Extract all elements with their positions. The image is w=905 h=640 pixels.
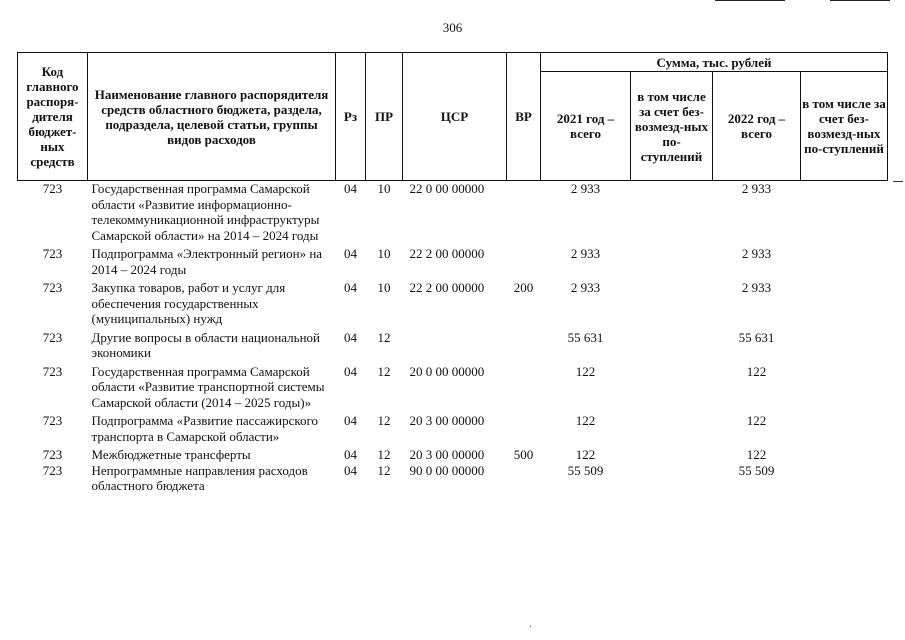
cell-pr: 10 [377, 280, 391, 295]
cell-y2022-total: 122 [746, 363, 767, 379]
cell-csr: 20 3 00 00000 [409, 413, 485, 428]
top-rule-left [715, 0, 785, 1]
cell-y2021-free [631, 330, 713, 364]
cell-y2022-total: 122 [746, 413, 767, 428]
cell-y2021-total: 122 [575, 363, 596, 379]
cell-code: 723 [42, 329, 63, 345]
table-row [18, 364, 888, 414]
table-row [18, 413, 888, 447]
cell-y2022-total: 55 631 [738, 329, 775, 345]
cell-pr: 12 [377, 329, 391, 345]
header-csr: ЦСР [403, 53, 507, 181]
cell-csr: 22 0 00 00000 [409, 181, 485, 196]
cell-vr [507, 364, 541, 414]
cell-y2022-total: 55 509 [738, 462, 775, 478]
cell-code: 723 [42, 462, 63, 478]
table-row [18, 280, 888, 330]
cell-code: 723 [42, 363, 63, 379]
cell-y2022-free [801, 463, 888, 494]
header-2022-free: в том числе за счет без-возмезд-ных по-ступлений [801, 72, 888, 181]
cell-pr: 12 [377, 462, 391, 478]
cell-y2021-free [631, 447, 713, 463]
cell-rz: 04 [344, 280, 357, 295]
table-row [18, 246, 888, 280]
cell-y2021-free [631, 181, 713, 247]
header-2021-free: в том числе за счет без-возмезд-ных по-ступлений [631, 72, 713, 181]
cell-y2021-total: 122 [575, 447, 596, 462]
cell-y2021-free [631, 280, 713, 330]
cell-name: Государственная программа Самарской области «Развитие информационно-телекоммуникационной инфраструктуры Самарской области» на 2014 – 2024 годы [91, 181, 320, 243]
cell-vr [507, 181, 541, 247]
cell-y2022-total: 122 [746, 447, 767, 462]
cell-vr [507, 246, 541, 280]
cell-y2022-free [801, 246, 888, 280]
cell-csr: 20 3 00 00000 [409, 447, 485, 462]
cell-y2021-free [631, 364, 713, 414]
table-header [18, 53, 888, 181]
cell-rz: 04 [344, 246, 357, 261]
cell-y2022-free [801, 447, 888, 463]
cell-name: Межбюджетные трансферты [91, 447, 251, 462]
cell-csr: 20 0 00 00000 [409, 363, 485, 379]
header-vr: ВР [507, 53, 541, 181]
cell-code: 723 [42, 181, 63, 196]
cell-code: 723 [42, 280, 63, 295]
header-2022-total: 2022 год – всего [713, 72, 801, 181]
cell-name: Государственная программа Самарской области «Развитие транспортной системы Самарской области (2014 – 2025 годы)» [91, 363, 325, 410]
cell-y2021-total: 2 933 [570, 246, 601, 261]
cell-pr: 10 [377, 181, 391, 196]
cell-csr: 22 2 00 00000 [409, 280, 485, 295]
cell-y2021-total: 55 509 [567, 462, 604, 478]
cell-pr: 10 [377, 246, 391, 261]
cell-rz: 04 [344, 447, 357, 462]
cell-name: Подпрограмма «Электронный регион» на 2014 – 2024 годы [91, 246, 323, 277]
cell-rz: 04 [344, 363, 357, 379]
budget-table [17, 52, 888, 494]
cell-pr: 12 [377, 447, 391, 462]
cell-name: Закупка товаров, работ и услуг для обеспечения государственных (муниципальных) нужд [91, 280, 286, 326]
top-rule-right [830, 0, 890, 1]
cell-code: 723 [42, 413, 63, 428]
cell-y2022-free [801, 181, 888, 247]
cell-vr [507, 463, 541, 494]
cell-csr: 90 0 00 00000 [409, 462, 485, 478]
row-end-mark [893, 181, 903, 182]
page-number: 306 [442, 20, 463, 35]
table-body [18, 181, 888, 494]
cell-code: 723 [42, 246, 63, 261]
table-row [18, 447, 888, 463]
scan-speck: · [529, 622, 533, 633]
cell-vr [507, 330, 541, 364]
header-name: Наименование главного распорядителя средств областного бюджета, раздела, подраздела, целевой статьи, группы видов расходов [88, 53, 336, 181]
cell-y2022-total: 2 933 [741, 246, 772, 261]
header-code: Код главного распоря-дителя бюджет-ных средств [18, 53, 88, 181]
cell-vr: 500 [513, 447, 534, 462]
cell-y2022-free [801, 330, 888, 364]
header-sum: Сумма, тыс. рублей [541, 53, 888, 72]
cell-y2022-free [801, 364, 888, 414]
header-2021-total: 2021 год – всего [541, 72, 631, 181]
cell-y2021-total: 122 [575, 413, 596, 428]
cell-name: Непрограммные направления расходов областного бюджета [91, 462, 308, 493]
cell-csr [403, 330, 507, 364]
cell-code: 723 [42, 447, 63, 462]
header-pr: ПР [366, 53, 403, 181]
cell-vr [507, 413, 541, 447]
cell-pr: 12 [377, 413, 391, 428]
cell-vr: 200 [513, 280, 534, 295]
cell-rz: 04 [344, 413, 357, 428]
cell-y2021-total: 2 933 [570, 280, 601, 295]
cell-y2021-free [631, 246, 713, 280]
cell-rz: 04 [344, 462, 357, 478]
cell-y2021-free [631, 463, 713, 494]
cell-y2022-total: 2 933 [741, 181, 772, 196]
table-row [18, 181, 888, 247]
cell-y2022-free [801, 280, 888, 330]
cell-y2021-total: 2 933 [570, 181, 601, 196]
cell-y2022-total: 2 933 [741, 280, 772, 295]
cell-pr: 12 [377, 363, 391, 379]
cell-rz: 04 [344, 181, 357, 196]
cell-y2022-free [801, 413, 888, 447]
cell-y2021-free [631, 413, 713, 447]
cell-y2021-total: 55 631 [567, 329, 604, 345]
cell-name: Подпрограмма «Развитие пассажирского транспорта в Самарской области» [91, 413, 319, 444]
header-rz: Рз [336, 53, 366, 181]
cell-rz: 04 [344, 329, 357, 345]
table-row [18, 463, 888, 494]
table-row [18, 330, 888, 364]
cell-name: Другие вопросы в области национальной экономики [91, 329, 320, 360]
cell-csr: 22 2 00 00000 [409, 246, 485, 261]
